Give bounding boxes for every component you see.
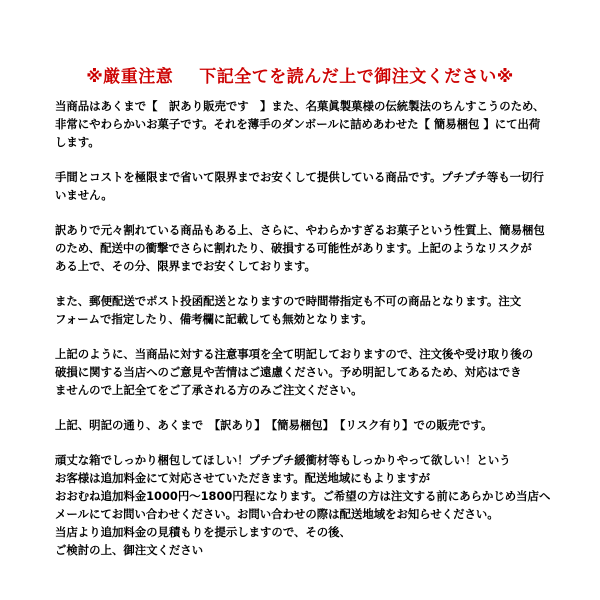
notice-line: ある上で、その分、限界までお安くしております。 [55,259,316,273]
notice-line: いません。 [55,188,113,202]
notice-line: おおむね追加料金1000円〜1800円程になります。ご希望の方は注文する前にあらかじめ当店へ [55,489,551,503]
notice-paragraph [55,97,555,151]
notice-line: また、郵便配送でポスト投函配送となりますので時間帯指定も不可の商品となります。注文 [55,294,522,308]
notice-line: メールにてお問い合わせください。お問い合わせの際は配送地域をお知らせください。 [55,507,499,521]
notice-line: 上記、明記の通り、あくまで 【訳あり】 【簡易梱包】 【リスク有り】での販売です。 [55,418,493,432]
notice-paragraph [55,292,555,328]
notice-line: 非常にやわらかいお菓子です。それを薄手のダンボールに詰めあわせた【 簡易梱包 】にて出荷 [55,117,541,131]
notice-paragraph [55,345,555,399]
warning-heading-part2: 下記全てを読んだ上で御注文ください※ [199,67,514,87]
warning-heading [0,62,600,87]
notice-line: のため、配送中の衝撃でさらに割れたり、破損する可能性があります。上記のようなリスクが [55,241,532,255]
notice-line: 破損に関する当店へのご意見や苦情はご遠慮ください。予め明記してあるため、対応はでき [55,365,522,379]
notice-paragraph [55,416,555,434]
notice-line: ませんので上記全てをご了承される方のみご注文ください。 [55,383,363,397]
notice-paragraph [55,221,555,275]
notice-paragraph [55,168,555,204]
notice-body [55,97,555,559]
notice-line: 上記のように、当商品に対する注意事項を全て明記しておりますので、注文後や受け取り後の [55,347,534,361]
notice-line: フォームで指定したり、備考欄に記載しても無効となります。 [55,312,373,326]
notice-line: 当店より追加料金の見積もりを提示しますので、その後、 [55,525,351,539]
notice-line: 当商品はあくまで【 訳あり販売です 】また、名菓眞製菓様の伝統製法のちんすこうのため、 [55,99,545,113]
notice-line: 手間とコストを極限まで省いて限界までお安くして提供している商品です。プチプチ等も一切行 [55,170,544,184]
notice-line: 頑丈な箱でしっかり梱包してほしい！プチプチ緩衝材等もしっかりやって欲しい！という [55,453,511,467]
notice-paragraph [55,451,555,559]
notice-line: お客様は追加料金にて対応させていただきます。配送地域にもよりますが [55,471,430,485]
notice-line: ご検討の上、御注文ください [55,543,204,557]
warning-heading-part1: ※厳重注意 [86,67,174,87]
notice-line: 訳ありで元々割れている商品もある上、さらに、やわらかすぎるお菓子という性質上、簡易梱包 [55,223,545,237]
notice-line: します。 [55,135,100,149]
